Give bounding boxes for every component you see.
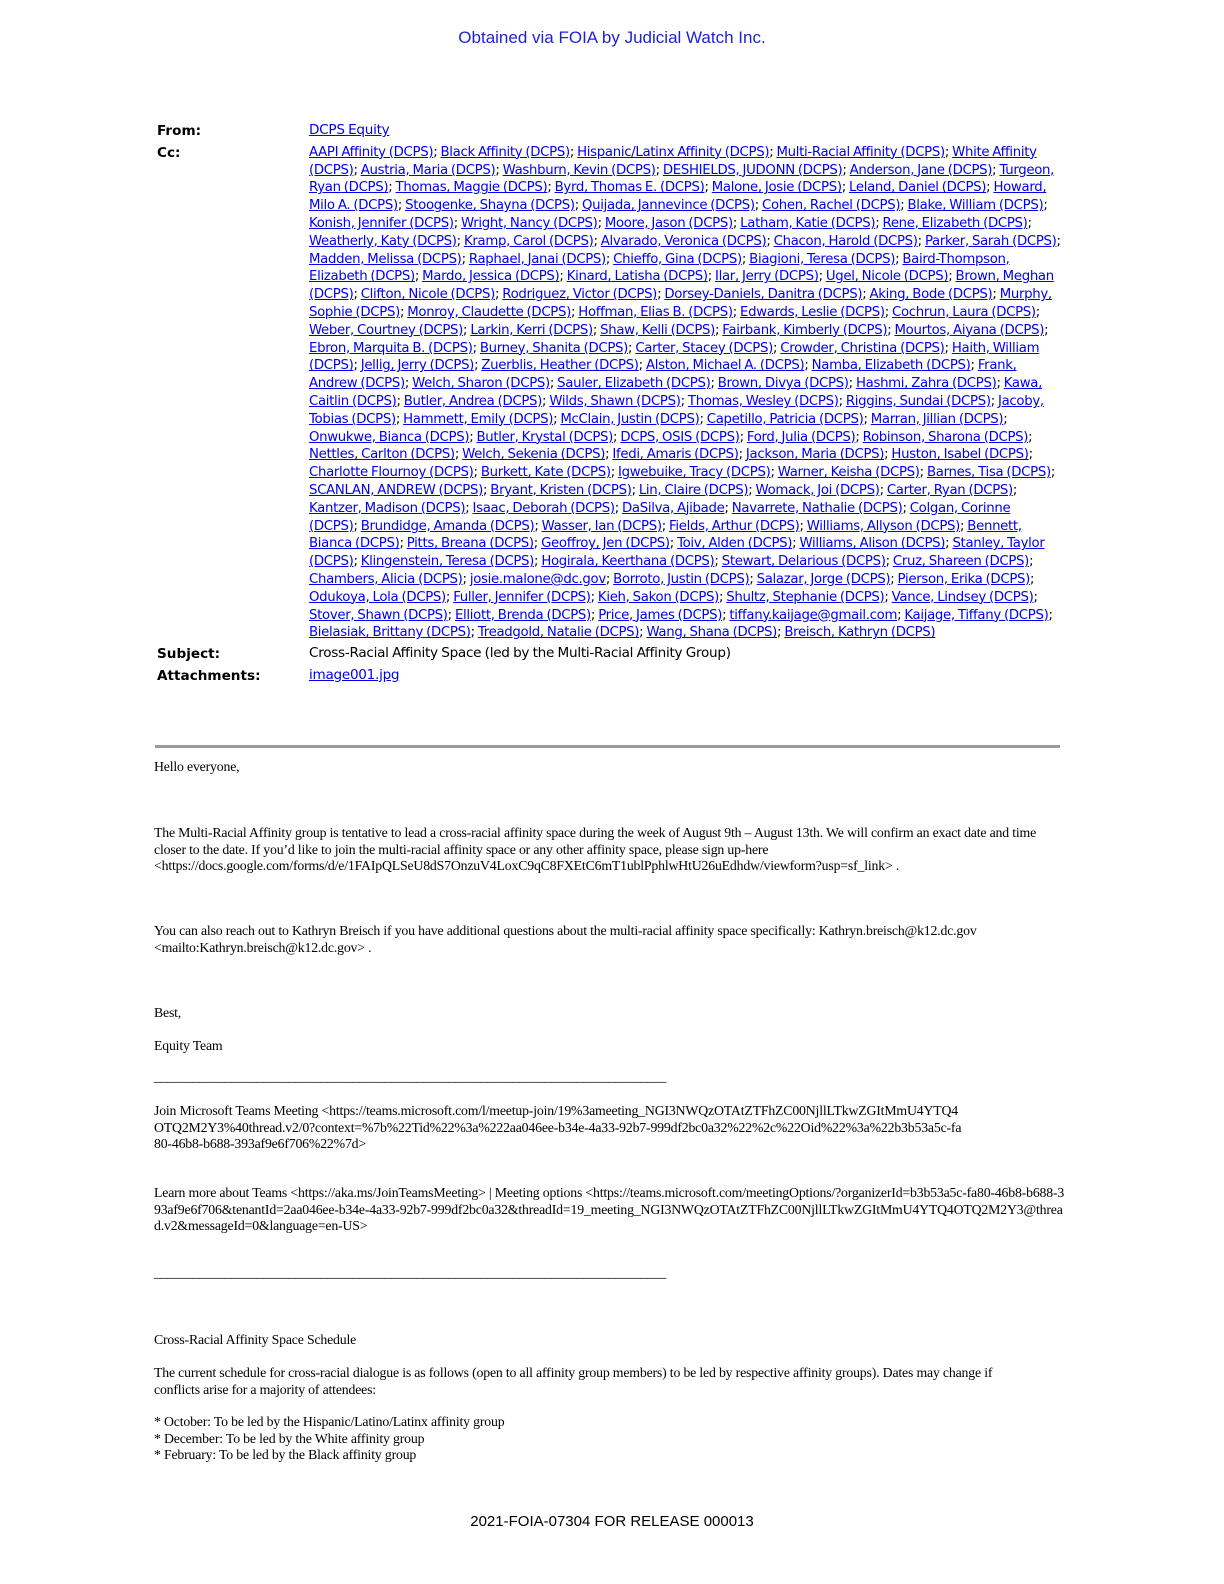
attachments-row <box>157 667 1062 686</box>
cc-recipient-link[interactable]: Konish, Jennifer (DCPS) <box>309 215 454 231</box>
cc-recipient-link[interactable]: Welch, Sekenia (DCPS) <box>462 447 606 463</box>
cc-recipient-link[interactable]: Leland, Daniel (DCPS) <box>848 180 987 196</box>
separator-line-2: ________________________________________________________________________________ <box>154 1265 666 1280</box>
cc-recipient-link[interactable]: Vance, Lindsey (DCPS) <box>891 589 1034 605</box>
cc-recipient-link[interactable]: Weatherly, Katy (DCPS) <box>309 233 457 249</box>
cc-recipient-link[interactable]: Murphy, Sophie (DCPS) <box>309 287 1052 320</box>
cc-recipient-link[interactable]: Jacoby, Tobias (DCPS) <box>309 393 1044 427</box>
cc-recipient-link[interactable]: Cochrun, Laura (DCPS) <box>892 304 1036 320</box>
cc-recipient-link[interactable]: Baird-Thompson, Elizabeth (DCPS) <box>309 251 1010 285</box>
cc-recipient-link[interactable]: Crowder, Christina (DCPS) <box>780 340 945 356</box>
cc-recipient-link[interactable]: Huston, Isabel (DCPS) <box>891 447 1029 463</box>
header-divider <box>155 745 1060 748</box>
cc-recipient-link[interactable]: Latham, Katie (DCPS) <box>740 215 876 231</box>
from-label: From: <box>157 123 202 139</box>
cc-recipient-link[interactable]: Ifedi, Amaris (DCPS) <box>612 447 739 463</box>
cc-recipient-link[interactable]: McClain, Justin (DCPS) <box>560 411 700 427</box>
subject-row <box>157 645 1062 664</box>
cc-recipient-link[interactable]: Blake, William (DCPS) <box>907 198 1044 214</box>
paragraph-contact: You can also reach out to Kathryn Breisch if you have additional questions about the multi-racial affinity space specifically: Kathryn.breisch@k12.dc.gov <mailto:Kathryn.breisch@k12.dc.gov> . <box>154 923 977 955</box>
cc-recipient-link[interactable]: Bielasiak, Brittany (DCPS) <box>309 625 471 641</box>
cc-recipient-link[interactable]: Borroto, Justin (DCPS) <box>613 571 750 587</box>
cc-recipient-link[interactable]: Kaijage, Tiffany (DCPS) <box>904 607 1049 623</box>
cc-recipient-link[interactable]: Hammett, Emily (DCPS) <box>403 411 554 427</box>
cc-recipient-link[interactable]: Rene, Elizabeth (DCPS) <box>882 215 1028 231</box>
cc-recipient-link[interactable]: Moore, Jason (DCPS) <box>604 215 733 231</box>
cc-recipient-link[interactable]: Burkett, Kate (DCPS) <box>480 465 611 481</box>
cc-recipient-link[interactable]: Bryant, Kristen (DCPS) <box>490 482 632 498</box>
cc-recipient-link[interactable]: Thomas, Wesley (DCPS) <box>687 393 839 409</box>
cc-recipient-link[interactable]: Kinard, Latisha (DCPS) <box>566 269 708 285</box>
cc-recipient-link[interactable]: Raphael, Janai (DCPS) <box>468 251 606 267</box>
cc-recipient-link[interactable]: DESHIELDS, JUDONN (DCPS) <box>662 162 843 178</box>
cc-recipient-link[interactable]: Fuller, Jennifer (DCPS) <box>453 589 591 605</box>
cc-label: Cc: <box>157 144 181 161</box>
cc-recipient-link[interactable]: Black Affinity (DCPS) <box>440 144 570 160</box>
cc-recipient-link[interactable]: Wang, Shana (DCPS) <box>646 625 778 641</box>
cc-recipient-link[interactable]: Biagioni, Teresa (DCPS) <box>749 251 896 267</box>
cc-recipient-link[interactable]: Marran, Jillian (DCPS) <box>870 411 1004 427</box>
cc-recipient-link[interactable]: Wright, Nancy (DCPS) <box>461 215 598 231</box>
cc-recipient-link[interactable]: Aking, Bode (DCPS) <box>869 287 993 303</box>
cc-recipient-link[interactable]: Larkin, Kerri (DCPS) <box>470 322 593 338</box>
schedule-item: * February: To be led by the Black affinity group <box>154 1447 417 1462</box>
teams-join-link[interactable]: Join Microsoft Teams Meeting <https://teams.microsoft.com/l/meetup-join/19%3ameeting_NGI3NWQzOTAtZTFhZC00NjllLTkwZGItMmU4YTQ4OTQ2M2Y3%40thread.v2/0?context=%7b%22Tid%22%3a%222aa046ee-b34e-4a33-92b7-999df2bc0a32%22%2c%22Oid%22%3a%22b3b53a5c-fa80-46b8-b688-393af9e6f706%22%7d> <box>154 1103 962 1151</box>
cc-recipient-link[interactable]: White Affinity (DCPS) <box>309 144 1037 178</box>
email-header <box>157 122 1062 686</box>
subject-label: Subject: <box>157 646 221 663</box>
cc-recipient-link[interactable]: Kantzer, Madison (DCPS) <box>309 500 466 516</box>
subject-value: Cross-Racial Affinity Space (led by the Multi-Racial Affinity Group) <box>309 645 731 662</box>
cc-recipient-link[interactable]: tiffany.kaijage@gmail.com <box>729 607 898 623</box>
cc-recipient-link[interactable]: Austria, Maria (DCPS) <box>360 162 496 178</box>
cc-recipient-link[interactable]: Hoffman, Elias B. (DCPS) <box>578 304 733 320</box>
attachments-label: Attachments: <box>157 667 261 684</box>
cc-recipient-link[interactable]: Capetillo, Patricia (DCPS) <box>706 411 864 427</box>
cc-recipient-link[interactable]: Williams, Alison (DCPS) <box>799 536 946 552</box>
cc-recipient-link[interactable]: Shultz, Stephanie (DCPS) <box>726 589 885 605</box>
cc-recipient-link[interactable]: Mourtos, Aiyana (DCPS) <box>894 322 1045 338</box>
cc-recipient-link[interactable]: Howard, Milo A. (DCPS) <box>309 180 1047 214</box>
cc-recipient-link[interactable]: Breisch, Kathryn (DCPS) <box>784 625 936 641</box>
cc-recipient-link[interactable]: Robinson, Sharona (DCPS) <box>862 429 1029 445</box>
cc-recipient-link[interactable]: Klingenstein, Teresa (DCPS) <box>360 554 535 570</box>
cc-recipient-link[interactable]: Chieffo, Gina (DCPS) <box>613 251 742 267</box>
cc-recipient-link[interactable]: Igwebuike, Tracy (DCPS) <box>618 465 771 481</box>
from-row <box>157 122 1062 141</box>
cc-recipient-link[interactable]: Clifton, Nicole (DCPS) <box>360 287 495 303</box>
cc-recipient-link[interactable]: Hispanic/Latinx Affinity (DCPS) <box>577 144 770 160</box>
cc-recipient-link[interactable]: Odukoya, Lola (DCPS) <box>309 589 446 605</box>
cc-recipient-link[interactable]: Stanley, Taylor (DCPS) <box>309 536 1045 570</box>
cc-recipient-link[interactable]: Nettles, Carlton (DCPS) <box>309 447 455 463</box>
cc-recipient-link[interactable]: Shaw, Kelli (DCPS) <box>600 322 716 338</box>
cc-recipient-link[interactable]: Parker, Sarah (DCPS) <box>924 233 1057 249</box>
cc-row <box>157 144 1062 642</box>
from-link[interactable]: DCPS Equity <box>309 122 390 138</box>
paragraph-signup: The Multi-Racial Affinity group is tentative to lead a cross-racial affinity space during the week of August 9th – August 13th. We will confirm an exact date and time closer to the date. If you’d like to join the multi-racial affinity space or any other affinity space, please sign up-here <https://docs.google.com/forms/d/e/1FAIpQLSeU8dS7OnzuV4LoxC9qC8FXEtC6mT1ublPphlwHtU26uEdhdw/viewform?usp=sf_link> . <box>154 825 1037 873</box>
cc-recipient-link[interactable]: Wilds, Shawn (DCPS) <box>549 393 681 409</box>
cc-recipient-link[interactable]: Alston, Michael A. (DCPS) <box>645 358 805 374</box>
attachment-link[interactable]: image001.jpg <box>309 666 400 683</box>
cc-recipient-link[interactable]: Butler, Andrea (DCPS) <box>403 393 543 409</box>
cc-recipient-link[interactable]: Quijada, Jannevince (DCPS) <box>582 198 755 214</box>
cc-recipient-link[interactable]: Fairbank, Kimberly (DCPS) <box>722 322 888 338</box>
cc-recipient-link[interactable]: Mardo, Jessica (DCPS) <box>422 269 560 285</box>
cc-recipient-link[interactable]: Namba, Elizabeth (DCPS) <box>811 358 971 374</box>
cc-recipient-link[interactable]: Pierson, Erika (DCPS) <box>897 571 1030 587</box>
cc-recipient-link[interactable]: Dorsey-Daniels, Danitra (DCPS) <box>664 287 863 303</box>
cc-recipient-link[interactable]: Barnes, Tisa (DCPS) <box>926 465 1051 481</box>
cc-recipient-link[interactable]: Charlotte Flournoy (DCPS) <box>309 465 474 481</box>
schedule-item: * December: To be led by the White affinity group <box>154 1430 425 1446</box>
cc-recipient-link[interactable]: josie.malone@dc.gov <box>469 571 606 587</box>
cc-recipient-link[interactable]: Turgeon, Ryan (DCPS) <box>309 162 1055 196</box>
cc-recipient-link[interactable]: Ugel, Nicole (DCPS) <box>825 269 949 285</box>
cc-recipient-link[interactable]: Treadgold, Natalie (DCPS) <box>477 625 640 641</box>
cc-recipient-link[interactable]: Anderson, Jane (DCPS) <box>849 162 993 178</box>
from-value <box>309 122 1062 141</box>
cc-recipient-link[interactable]: Cruz, Shareen (DCPS) <box>892 554 1030 570</box>
cc-recipient-link[interactable]: Cohen, Rachel (DCPS) <box>762 198 901 214</box>
cc-recipient-link[interactable]: Butler, Krystal (DCPS) <box>476 429 614 445</box>
cc-recipient-link[interactable]: DaSilva, Ajibade <box>622 500 725 516</box>
cc-recipient-link[interactable]: Williams, Allyson (DCPS) <box>806 518 961 534</box>
separator-line: ________________________________________________________________________________ <box>154 1069 666 1084</box>
cc-recipient-link[interactable]: Wasser, Ian (DCPS) <box>541 518 662 534</box>
cc-recipient-link[interactable]: Kieh, Sakon (DCPS) <box>597 589 719 605</box>
cc-recipient-link[interactable]: Stover, Shawn (DCPS) <box>309 607 448 623</box>
cc-recipient-link[interactable]: Carter, Ryan (DCPS) <box>886 482 1013 498</box>
cc-recipient-link[interactable]: Toiv, Alden (DCPS) <box>677 536 793 552</box>
cc-recipient-link[interactable]: Brown, Meghan (DCPS) <box>309 269 1054 303</box>
cc-recipient-link[interactable]: DCPS, OSIS (DCPS) <box>620 429 740 445</box>
cc-recipient-link[interactable]: Haith, William (DCPS) <box>309 340 1040 374</box>
cc-recipient-link[interactable]: Geoffroy, Jen (DCPS) <box>541 536 670 552</box>
cc-recipient-link[interactable]: Ilar, Jerry (DCPS) <box>715 269 819 285</box>
cc-recipient-link[interactable]: Weber, Courtney (DCPS) <box>309 322 464 338</box>
cc-recipient-list: AAPI Affinity (DCPS); Black Affinity (DCPS); Hispanic/Latinx Affinity (DCPS); Multi-Racial Affinity (DCPS); White Affinity (DCPS); Austria, Maria (DCPS); Washburn, Kevin (DCPS); DESHIELDS, JUDONN (DCPS); Anderson, Jane (DCPS); Turgeon, Ryan (DCPS); Thomas, Maggie (DCPS); Byrd, Thomas E. (DCPS); Malone, Josie (DCPS); Leland, Daniel (DCPS); Howard, Milo A. (DCPS); Stoogenke, Shayna (DCPS); Quijada, Jannevince (DCPS); Cohen, Rachel (DCPS); Blake, William (DCPS); Konish, Jennifer (DCPS); Wright, Nancy (DCPS); Moore, Jason (DCPS); Latham, Katie (DCPS); Rene, Elizabeth (DCPS); Weatherly, Katy (DCPS); Kramp, Carol (DCPS); Alvarado, Veronica (DCPS); Chacon, Harold (DCPS); Parker, Sarah (DCPS); Madden, Melissa (DCPS); Raphael, Janai (DCPS); Chieffo, Gina (DCPS); Biagioni, Teresa (DCPS); Baird-Thompson, Elizabeth (DCPS); Mardo, Jessica (DCPS); Kinard, Latisha (DCPS); Ilar, Jerry (DCPS); Ugel, Nicole (DCPS); Brown, Meghan (DCPS); Clifton, Nicole (DCPS); Rodriguez, Victor (DCPS); Dorsey-Daniels, Danitra (DCPS); Aking, Bode (DCPS); Murphy, Sophie (DCPS); Monroy, Claudette (DCPS); Hoffman, Elias B. (DCPS); Edwards, Leslie (DCPS); Cochrun, Laura (DCPS); Weber, Courtney (DCPS); Larkin, Kerri (DCPS); Shaw, Kelli (DCPS); Fairbank, Kimberly (DCPS); Mourtos, Aiyana (DCPS); Ebron, Marquita B. (DCPS); Burney, Shanita (DCPS); Carter, Stacey (DCPS); Crowder, Christina (DCPS); Haith, William (DCPS); Jellig, Jerry (DCPS); Zuerblis, Heather (DCPS); Alston, Michael A. (DCPS); Namba, Elizabeth (DCPS); Frank, Andrew (DCPS); Welch, Sharon (DCPS); Sauler, Elizabeth (DCPS); Brown, Divya (DCPS); Hashmi, Zahra (DCPS); Kawa, Caitlin (DCPS); Butler, Andrea (DCPS); Wilds, Shawn (DCPS); Thomas, Wesley (DCPS); Riggins, Sundai (DCPS); Jacoby, Tobias (DCPS); Hammett, Emily (DCPS); McClain, Justin (DCPS); Capetillo, Patricia (DCPS); Marran, Jillian (DCPS); Onwukwe, Bianca (DCPS); Butler, Krystal (DCPS); DCPS, OSIS (DCPS); Ford, Julia (DCPS); Robinson, Sharona (DCPS); Nettles, Carlton (DCPS); Welch, Sekenia (DCPS); Ifedi, Amaris (DCPS); Jackson, Maria (DCPS); Huston, Isabel (DCPS); Charlotte Flournoy (DCPS); Burkett, Kate (DCPS); Igwebuike, Tracy (DCPS); Warner, Keisha (DCPS); Barnes, Tisa (DCPS); SCANLAN, ANDREW (DCPS); Bryant, Kristen (DCPS); Lin, Claire (DCPS); Womack, Joi (DCPS); Carter, Ryan (DCPS); Kantzer, Madison (DCPS); Isaac, Deborah (DCPS); DaSilva, Ajibade; Navarrete, Nathalie (DCPS); Colgan, Corinne (DCPS); Brundidge, Amanda (DCPS); Wasser, Ian (DCPS); Fields, Arthur (DCPS); Williams, Allyson (DCPS); Bennett, Bianca (DCPS); Pitts, Breana (DCPS); Geoffroy, Jen (DCPS); Toiv, Alden (DCPS); Williams, Alison (DCPS); Stanley, Taylor (DCPS); Klingenstein, Teresa (DCPS); Hogirala, Keerthana (DCPS); Stewart, Delarious (DCPS); Cruz, Shareen (DCPS); Chambers, Alicia (DCPS); josie.malone@dc.gov; Borroto, Justin (DCPS); Salazar, Jorge (DCPS); Pierson, Erika (DCPS); Odukoya, Lola (DCPS); Fuller, Jennifer (DCPS); Kieh, Sakon (DCPS); Shultz, Stephanie (DCPS); Vance, Lindsey (DCPS); Stover, Shawn (DCPS); Elliott, Brenda (DCPS); Price, James (DCPS); tiffany.kaijage@gmail.com; Kaijage, Tiffany (DCPS); Bielasiak, Brittany (DCPS); Treadgold, Natalie (DCPS); Wang, Shana (DCPS); Breisch, Kathryn (DCPS) <box>309 144 1061 641</box>
cc-recipient-link[interactable]: Womack, Joi (DCPS) <box>755 482 880 498</box>
cc-recipient-link[interactable]: Carter, Stacey (DCPS) <box>635 340 773 356</box>
cc-recipient-link[interactable]: Elliott, Brenda (DCPS) <box>454 607 591 623</box>
cc-recipient-link[interactable]: Washburn, Kevin (DCPS) <box>502 162 656 178</box>
cc-recipient-link[interactable]: Warner, Keisha (DCPS) <box>777 465 920 481</box>
schedule-intro: The current schedule for cross-racial dialogue is as follows (open to all affinity group members) to be led by respective affinity groups). Dates may change if conflicts arise for a majority of attendees: <box>154 1365 993 1397</box>
cc-recipient-link[interactable]: Hashmi, Zahra (DCPS) <box>855 376 997 392</box>
cc-recipient-link[interactable]: Zuerblis, Heather (DCPS) <box>481 358 639 374</box>
cc-recipient-link[interactable]: Madden, Melissa (DCPS) <box>309 251 462 267</box>
cc-recipient-link[interactable]: Kawa, Caitlin (DCPS) <box>309 376 1043 409</box>
foia-watermark: Obtained via FOIA by Judicial Watch Inc. <box>458 28 766 47</box>
cc-recipient-link[interactable]: Chambers, Alicia (DCPS) <box>309 571 463 587</box>
cc-recipient-link[interactable]: Salazar, Jorge (DCPS) <box>756 571 891 587</box>
schedule-item: * October: To be led by the Hispanic/Latino/Latinx affinity group <box>154 1414 505 1429</box>
cc-recipient-link[interactable]: Stewart, Delarious (DCPS) <box>721 554 886 570</box>
cc-recipient-link[interactable]: Sauler, Elizabeth (DCPS) <box>557 376 711 392</box>
attachments-value <box>309 667 1062 686</box>
cc-recipient-link[interactable]: Riggins, Sundai (DCPS) <box>845 393 991 409</box>
cc-recipient-link[interactable]: Hogirala, Keerthana (DCPS) <box>541 554 715 570</box>
signature: Equity Team <box>154 1038 223 1053</box>
teams-learn-more[interactable]: Learn more about Teams <https://aka.ms/JoinTeamsMeeting> | Meeting options <https://teams.microsoft.com/meetingOptions/?organizerId=b3b53a5c-fa80-46b8-b688-393af9e6f706&tenantId=2aa046ee-b34e-4a33-92b7-999df2bc0a32&threadId=19_meeting_NGI3NWQzOTAtZTFhZC00NjllLTkwZGItMmU4YTQ4OTQ2M2Y3@thread.v2&messageId=0&language=en-US> <box>154 1185 1065 1233</box>
cc-recipient-link[interactable]: Byrd, Thomas E. (DCPS) <box>554 180 705 196</box>
cc-recipient-link[interactable]: Multi-Racial Affinity (DCPS) <box>776 144 945 160</box>
cc-recipient-link[interactable]: Brundidge, Amanda (DCPS) <box>360 518 535 534</box>
schedule-list <box>154 1414 1066 1464</box>
cc-recipient-link[interactable]: Stoogenke, Shayna (DCPS) <box>405 198 575 214</box>
cc-recipient-link[interactable]: Burney, Shanita (DCPS) <box>479 340 629 356</box>
cc-recipient-link[interactable]: Edwards, Leslie (DCPS) <box>740 304 885 320</box>
cc-recipient-link[interactable]: Monroy, Claudette (DCPS) <box>407 304 571 320</box>
cc-recipient-link[interactable]: Alvarado, Veronica (DCPS) <box>600 233 767 249</box>
cc-recipient-link[interactable]: Ford, Julia (DCPS) <box>746 429 856 445</box>
cc-recipient-link[interactable]: Pitts, Breana (DCPS) <box>406 536 534 552</box>
cc-recipient-link[interactable]: Thomas, Maggie (DCPS) <box>395 180 548 196</box>
cc-recipient-link[interactable]: Onwukwe, Bianca (DCPS) <box>309 429 470 445</box>
cc-recipient-link[interactable]: Rodriguez, Victor (DCPS) <box>502 287 658 303</box>
cc-recipient-link[interactable]: Brown, Divya (DCPS) <box>717 376 849 392</box>
cc-recipient-link[interactable]: Lin, Claire (DCPS) <box>638 482 749 498</box>
cc-recipient-link[interactable]: Welch, Sharon (DCPS) <box>412 376 550 392</box>
cc-recipient-link[interactable]: Isaac, Deborah (DCPS) <box>472 500 615 516</box>
cc-recipient-link[interactable]: Jackson, Maria (DCPS) <box>745 447 885 463</box>
cc-recipient-link[interactable]: Chacon, Harold (DCPS) <box>773 233 918 249</box>
cc-recipient-link[interactable]: Kramp, Carol (DCPS) <box>463 233 594 249</box>
cc-recipient-link[interactable]: Frank, Andrew (DCPS) <box>309 358 1017 392</box>
cc-recipient-link[interactable]: Jellig, Jerry (DCPS) <box>360 358 475 374</box>
cc-recipient-link[interactable]: Colgan, Corinne (DCPS) <box>309 500 1011 534</box>
cc-recipient-link[interactable]: Ebron, Marquita B. (DCPS) <box>309 340 473 356</box>
closing: Best, <box>154 1005 182 1020</box>
cc-recipient-link[interactable]: Navarrete, Nathalie (DCPS) <box>731 500 903 516</box>
cc-recipient-link[interactable]: Fields, Arthur (DCPS) <box>669 518 800 534</box>
cc-recipient-link[interactable]: Price, James (DCPS) <box>598 607 723 623</box>
cc-recipient-link[interactable]: Malone, Josie (DCPS) <box>711 180 842 196</box>
greeting: Hello everyone, <box>154 759 240 774</box>
cc-recipient-link[interactable]: SCANLAN, ANDREW (DCPS) <box>309 482 483 498</box>
schedule-title: Cross-Racial Affinity Space Schedule <box>154 1332 357 1347</box>
release-footer: 2021-FOIA-07304 FOR RELEASE 000013 <box>470 1513 754 1530</box>
cc-recipient-link[interactable]: AAPI Affinity (DCPS) <box>309 144 434 160</box>
cc-recipient-link[interactable]: Bennett, Bianca (DCPS) <box>309 518 1022 552</box>
